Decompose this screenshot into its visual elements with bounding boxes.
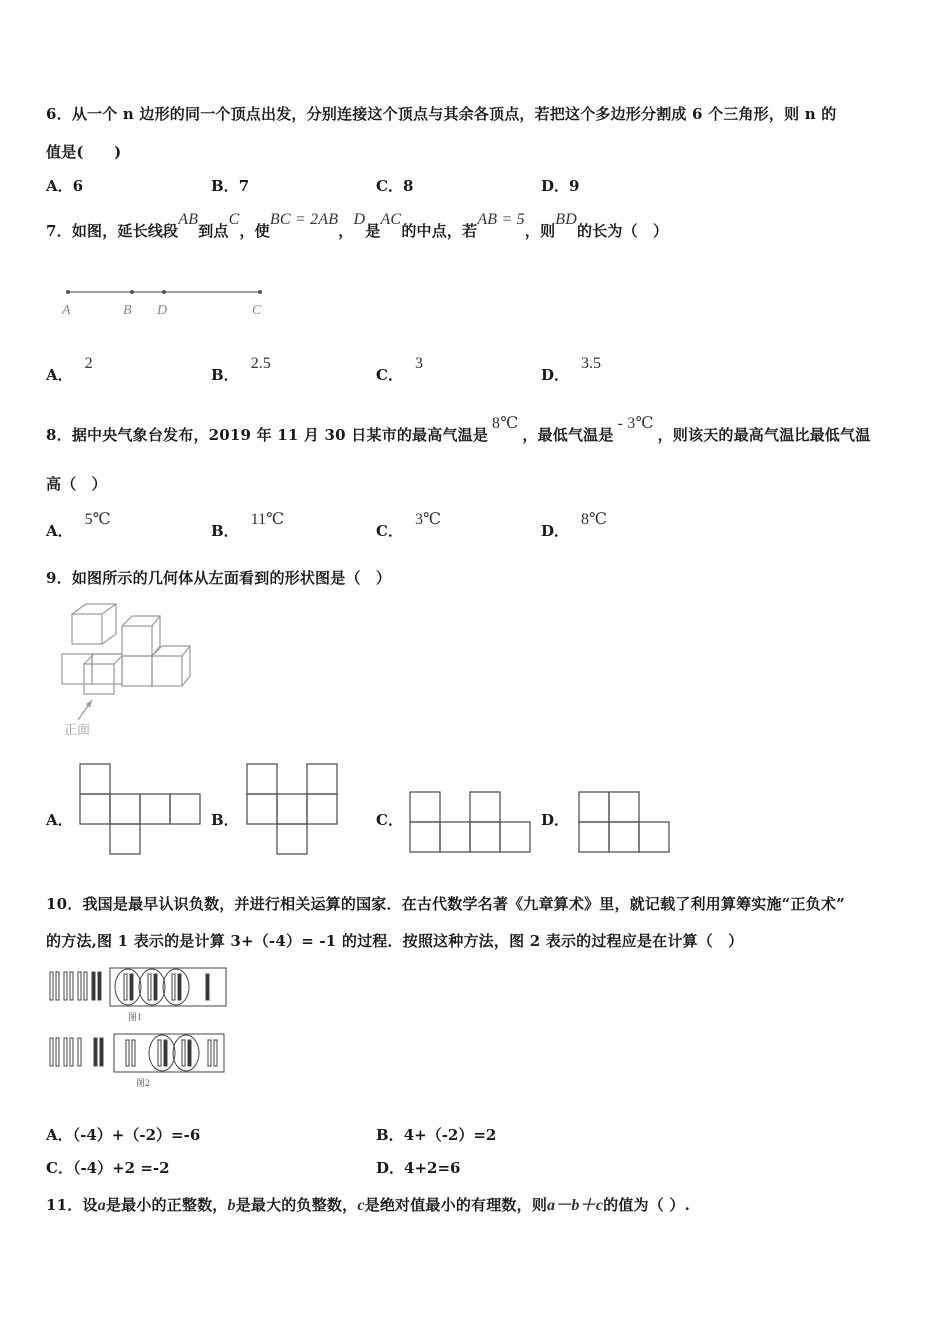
q7-segment-figure — [56, 280, 276, 322]
q6-option-d[interactable]: D．9 — [541, 177, 580, 195]
q9-option-b-figure[interactable] — [245, 762, 341, 860]
q6-stem-line1: 6．从一个 n 边形的同一个顶点出发，分别连接这个顶点与其余各顶点，若把这个多边形分割成 6 个三角形，则 n 的 — [46, 105, 837, 123]
q7-math-bc: BC = 2AB — [269, 211, 339, 228]
q8-option-d[interactable]: D．8℃ — [541, 511, 607, 540]
q7-math-ab5: AB = 5 — [477, 211, 525, 228]
q6-stem-line2: 值是( ) — [46, 143, 122, 161]
q10-option-b[interactable]: B．4+（-2）=2 — [376, 1126, 497, 1144]
q9-option-a-figure[interactable] — [78, 762, 202, 860]
q10-figure-2 — [44, 1030, 234, 1090]
label-b: B — [123, 303, 132, 318]
q10-option-c[interactable]: C．（-4）+2 =-2 — [46, 1159, 170, 1177]
fig2-caption: 图2 — [136, 1078, 150, 1088]
q11-stem: 11．设a是最小的正整数，b是最大的负整数，c是绝对值最小的有理数，则a－b＋c的值为（ ）. — [46, 1196, 690, 1214]
q9-solid-figure — [56, 598, 206, 740]
q10-option-a[interactable]: A．（-4）+（-2）=-6 — [46, 1126, 201, 1144]
point-b — [130, 290, 134, 294]
q11-var-c: c — [357, 1197, 365, 1214]
q7-math-bd: BD — [555, 211, 578, 228]
q8-max-temp: 8℃ — [492, 415, 519, 432]
q9-option-a-label[interactable]: A． — [46, 811, 73, 829]
q8-option-c[interactable]: C．3℃ — [376, 511, 441, 540]
q9-option-c-figure[interactable] — [408, 790, 536, 858]
q6-option-b[interactable]: B．7 — [211, 177, 250, 195]
q10-stem-line1: 10．我国是最早认识负数，并进行相关运算的国家．在古代数学名著《九章算术》里，就记载了利用算筹实施“正负术” — [46, 895, 845, 913]
q9-option-b-label[interactable]: B． — [211, 811, 239, 829]
q8-option-a[interactable]: A．5℃ — [46, 511, 111, 540]
label-a: A — [62, 303, 71, 318]
q7-option-c[interactable]: C．3 — [376, 355, 423, 384]
q8-min-temp: - 3℃ — [617, 415, 654, 432]
q6-option-c[interactable]: C．8 — [376, 177, 414, 195]
q10-stem-line2: 的方法,图 1 表示的是计算 3+（-4）= -1 的过程．按照这种方法，图 2 表示的过程应是在计算（ ） — [46, 932, 744, 950]
q11-expression: a－b＋c — [547, 1197, 604, 1214]
q7-stem: 7．如图，延长线段AB到点C，使BC = 2AB，D是AC的中点，若AB = 5，则BD的长为（ ） — [46, 211, 669, 240]
front-label: 正面 — [64, 722, 91, 737]
q9-option-c-label[interactable]: C． — [376, 811, 403, 829]
q7-math-ac: AC — [380, 211, 402, 228]
label-d: D — [157, 303, 168, 318]
q10-figure-1 — [44, 964, 234, 1024]
point-c — [258, 290, 262, 294]
q8-option-b[interactable]: B．11℃ — [211, 511, 284, 540]
q11-var-b: b — [227, 1197, 236, 1214]
q7-math-ab: AB — [178, 211, 199, 228]
q7-option-d[interactable]: D．3.5 — [541, 355, 602, 384]
q7-math-c: C — [228, 211, 240, 228]
q7-option-a[interactable]: A．2 — [46, 355, 93, 384]
point-a — [66, 290, 70, 294]
q6-option-a[interactable]: A．6 — [46, 177, 84, 195]
q7-math-d: D — [353, 211, 366, 228]
q7-option-b[interactable]: B．2.5 — [211, 355, 271, 384]
q9-stem: 9．如图所示的几何体从左面看到的形状图是（ ） — [46, 569, 392, 587]
q10-option-d[interactable]: D．4+2=6 — [376, 1159, 461, 1177]
fig1-caption: 图1 — [128, 1012, 142, 1022]
q8-stem-line2: 高（ ） — [46, 475, 107, 493]
q8-stem-line1: 8．据中央气象台发布，2019 年 11 月 30 日某市的最高气温是8℃，最低气温是- 3℃，则该天的最高气温比最低气温 — [46, 415, 871, 444]
label-c: C — [252, 303, 262, 318]
q9-option-d-label[interactable]: D． — [541, 811, 570, 829]
q11-var-a: a — [97, 1197, 106, 1214]
q9-option-d-figure[interactable] — [577, 790, 675, 858]
point-d — [162, 290, 166, 294]
